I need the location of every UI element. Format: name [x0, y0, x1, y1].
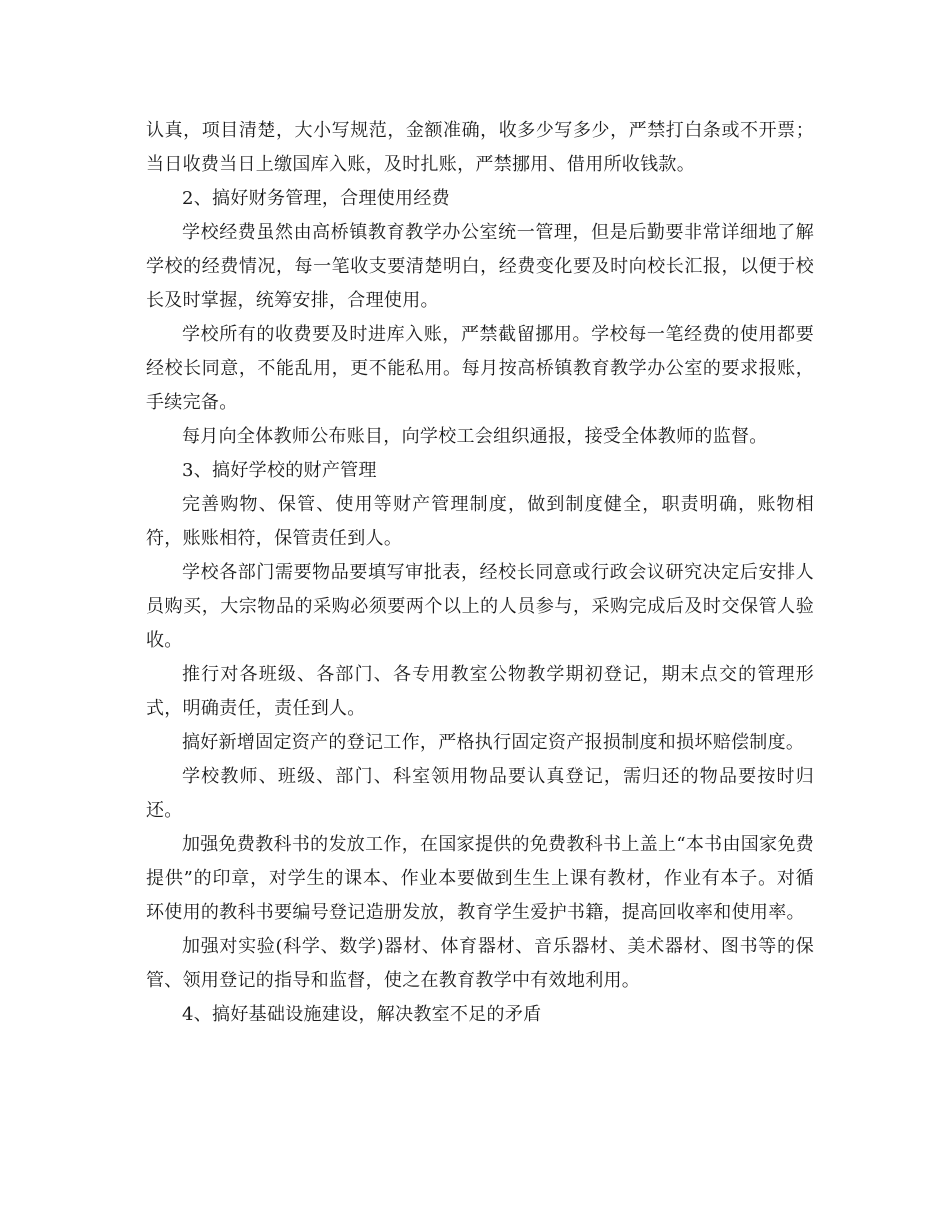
heading-property-management: 3、搞好学校的财产管理: [182, 460, 377, 481]
paragraph-item-borrowing: 学校教师、班级、部门、科室领用物品要认真登记，需归还的物品要按时归还。: [146, 766, 814, 821]
paragraph-public-property-registration: 推行对各班级、各部门、各专用教室公物教学期初登记，期末点交的管理形式，明确责任，责任到人。: [146, 664, 814, 719]
heading-infrastructure: 4、搞好基础设施建设，解决教室不足的矛盾: [182, 1004, 542, 1025]
paragraph-fixed-assets: 搞好新增固定资产的登记工作，严格执行固定资产报损制度和损坏赔偿制度。: [182, 732, 805, 753]
paragraph-property-system: 完善购物、保管、使用等财产管理制度，做到制度健全，职责明确，账物相符，账账相符，保管责任到人。: [146, 494, 814, 549]
paragraph-equipment-supervision: 加强对实验(科学、数学)器材、体育器材、音乐器材、美术器材、图书等的保管、领用登记的指导和监督，使之在教育教学中有效地利用。: [146, 936, 814, 991]
document-body: [146, 114, 814, 1032]
paragraph-free-textbooks: 加强免费教科书的发放工作，在国家提供的免费教科书上盖上“本书由国家免费提供”的印章，对学生的课本、作业本要做到生生上课有教材，作业有本子。对循环使用的教科书要编号登记造册发放，教育学生爱护书籍，提高回收率和使用率。: [146, 834, 814, 923]
heading-financial-management: 2、搞好财务管理，合理使用经费: [182, 188, 450, 209]
paragraph-fee-deposit-rules: 学校所有的收费要及时进库入账，严禁截留挪用。学校每一笔经费的使用都要经校长同意，不能乱用，更不能私用。每月按高桥镇教育教学办公室的要求报账，手续完备。: [146, 324, 814, 413]
paragraph-school-funds-overview: 学校经费虽然由高桥镇教育教学办公室统一管理，但是后勤要非常详细地了解学校的经费情况，每一笔收支要清楚明白，经费变化要及时向校长汇报，以便于校长及时掌握，统筹安排，合理使用。: [146, 222, 814, 311]
paragraph-monthly-accounts-disclosure: 每月向全体教师公布账目，向学校工会组织通报，接受全体教师的监督。: [182, 426, 768, 447]
paragraph-procurement-approval: 学校各部门需要物品要填写审批表，经校长同意或行政会议研究决定后安排人员购买，大宗物品的采购必须要两个以上的人员参与，采购完成后及时交保管人验收。: [146, 562, 814, 651]
paragraph-fee-collection-rules: 认真，项目清楚，大小写规范，金额准确，收多少写多少，严禁打白条或不开票；当日收费当日上缴国库入账，及时扎账，严禁挪用、借用所收钱款。: [146, 120, 814, 175]
